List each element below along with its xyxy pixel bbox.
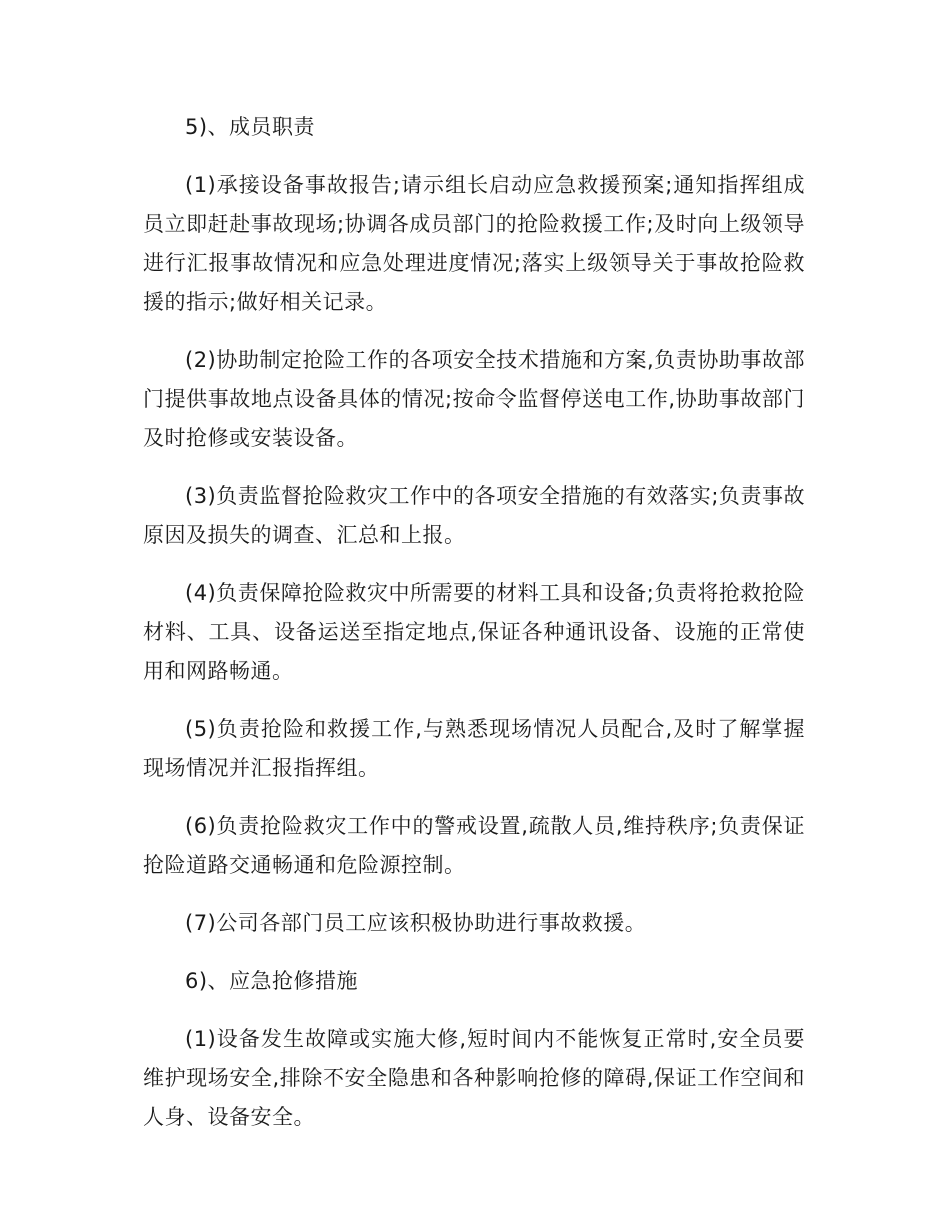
duty-item-1: (1)承接设备事故报告;请示组长启动应急救援预案;通知指挥组成员立即赶赴事故现场;协调各成员部门的抢险救援工作;及时向上级领导进行汇报事故情况和应急处理进度情况;落实上级领导关于事故抢险救援的指示;做好相关记录。 xyxy=(143,173,805,314)
repair-measure-1: (1)设备发生故障或实施大修,短时间内不能恢复正常时,安全员要维护现场安全,排除不安全隐患和各种影响抢修的障碍,保证工作空间和人身、设备安全。 xyxy=(143,1027,805,1129)
duty-item-2: (2)协助制定抢险工作的各项安全技术措施和方案,负责协助事故部门提供事故地点设备具体的情况;按命令监督停送电工作,协助事故部门及时抢修或安装设备。 xyxy=(143,348,805,450)
duty-item-6: (6)负责抢险救灾工作中的警戒设置,疏散人员,维持秩序;负责保证抢险道路交通畅通和危险源控制。 xyxy=(143,814,805,877)
section-heading-emergency-repair: 6)、应急抢修措施 xyxy=(185,969,359,993)
duty-item-4: (4)负责保障抢险救灾中所需要的材料工具和设备;负责将抢救抢险材料、工具、设备运送至指定地点,保证各种通讯设备、设施的正常使用和网路畅通。 xyxy=(143,581,805,683)
duty-item-3: (3)负责监督抢险救灾工作中的各项安全措施的有效落实;负责事故原因及损失的调查、汇总和上报。 xyxy=(143,484,805,547)
section-heading-member-duties: 5)、成员职责 xyxy=(185,115,316,139)
document-body xyxy=(143,108,805,1156)
duty-item-7: (7)公司各部门员工应该积极协助进行事故救援。 xyxy=(185,911,647,935)
duty-item-5: (5)负责抢险和救援工作,与熟悉现场情况人员配合,及时了解掌握现场情况并汇报指挥组。 xyxy=(143,717,805,780)
